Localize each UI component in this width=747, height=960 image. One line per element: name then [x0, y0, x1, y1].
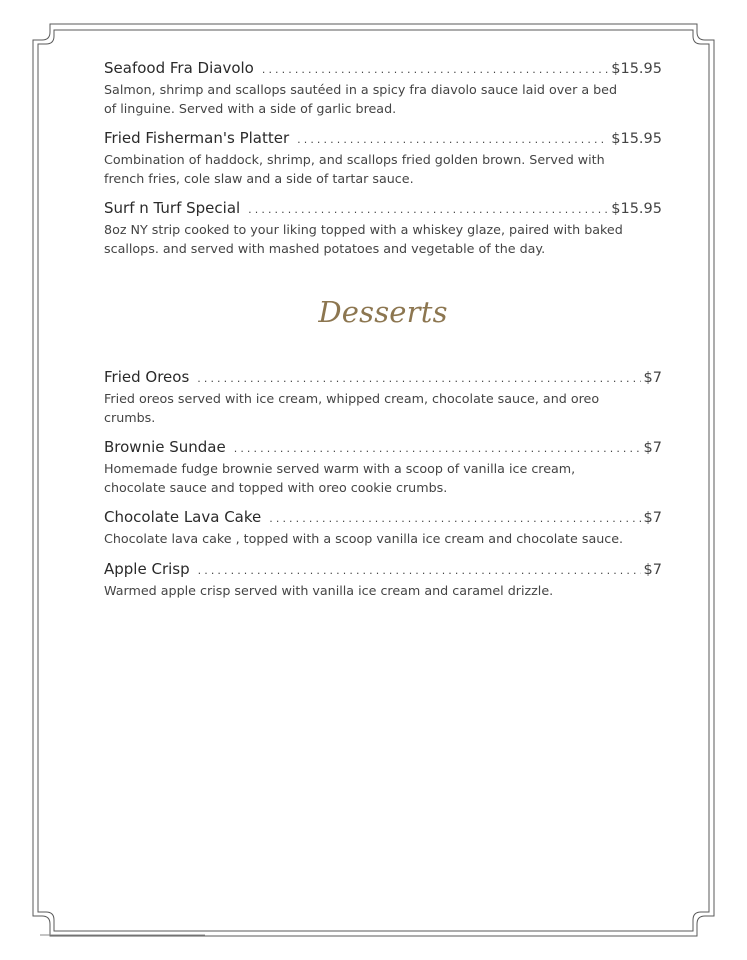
desserts-section — [104, 366, 662, 600]
menu-item-price: $7 — [643, 440, 662, 456]
menu-item — [104, 366, 662, 427]
menu-item-description: Fried oreos served with ice cream, whipped cream, chocolate sauce, and oreo crumbs. — [104, 391, 600, 425]
menu-item-price: $15.95 — [611, 201, 662, 217]
menu-item-description: Combination of haddock, shrimp, and scallops fried golden brown. Served with french fries, cole slaw and a side of tartar sauce. — [104, 152, 605, 186]
menu-item — [104, 197, 662, 258]
dot-leader — [262, 58, 608, 81]
menu-item — [104, 127, 662, 188]
dot-leader — [198, 559, 641, 582]
dot-leader — [269, 507, 640, 530]
menu-item-header — [104, 366, 662, 390]
menu-item-description: 8oz NY strip cooked to your liking topped with a whiskey glaze, paired with baked scallops. and served with mashed potatoes and vegetable of the day. — [104, 222, 623, 256]
menu-item-price: $7 — [643, 510, 662, 526]
menu-item-price: $15.95 — [611, 61, 662, 77]
menu-item-name: Fried Oreos — [104, 368, 190, 386]
menu-item-header — [104, 506, 662, 530]
entrees-section — [104, 57, 662, 258]
dot-leader — [297, 128, 608, 151]
menu-item-name: Chocolate Lava Cake — [104, 508, 262, 526]
menu-content — [104, 57, 662, 609]
menu-item-description: Homemade fudge brownie served warm with a scoop of vanilla ice cream, chocolate sauce and topped with oreo cookie crumbs. — [104, 461, 576, 495]
menu-item-header — [104, 127, 662, 151]
dot-leader — [248, 198, 608, 221]
menu-item — [104, 558, 662, 601]
menu-item-name: Brownie Sundae — [104, 438, 226, 456]
menu-item-price: $15.95 — [611, 131, 662, 147]
dot-leader — [197, 367, 640, 390]
dot-leader — [234, 437, 641, 460]
menu-item-description: Warmed apple crisp served with vanilla ice cream and caramel drizzle. — [104, 582, 554, 598]
menu-item-price: $7 — [643, 561, 662, 578]
menu-item-name: Apple Crisp — [104, 559, 190, 578]
menu-item-header — [104, 558, 662, 582]
menu-item — [104, 506, 662, 549]
menu-item-header — [104, 436, 662, 460]
menu-item-name: Surf n Turf Special — [104, 199, 241, 217]
menu-item-description: Salmon, shrimp and scallops sautéed in a spicy fra diavolo sauce laid over a bed of linguine. Served with a side of garlic bread. — [104, 82, 618, 116]
menu-item-header — [104, 197, 662, 221]
menu-item-price: $7 — [643, 370, 662, 386]
menu-item — [104, 57, 662, 118]
menu-item-header — [104, 57, 662, 81]
menu-item — [104, 436, 662, 497]
menu-item-name: Seafood Fra Diavolo — [104, 59, 254, 77]
menu-item-name: Fried Fisherman's Platter — [104, 129, 290, 147]
menu-item-description: Chocolate lava cake , topped with a scoop vanilla ice cream and chocolate sauce. — [104, 531, 624, 546]
desserts-heading: Desserts — [318, 295, 448, 329]
